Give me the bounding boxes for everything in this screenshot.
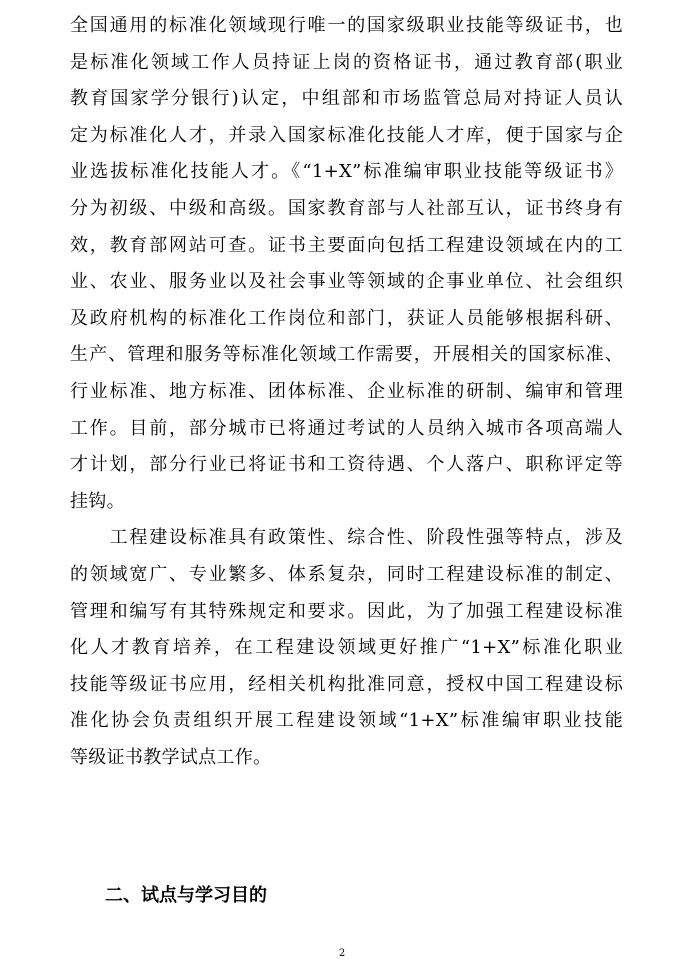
text-line: 准化协会负责组织开展工程建设领域“1+X”标准编审职业技能 [70,710,623,732]
text-line: 工作。目前，部分城市已将通过考试的人员纳入城市各项高端人 [70,417,623,439]
text-line: 工程建设标准具有政策性、综合性、阶段性强等特点，涉及 [70,527,623,549]
paragraph-1 [70,8,623,520]
text-line: 业、农业、服务业以及社会事业等领域的企事业单位、社会组织 [70,271,623,293]
text-line: 定为标准化人才，并录入国家标准化技能人才库，便于国家与企 [70,124,623,146]
text-line: 效，教育部网站可查。证书主要面向包括工程建设领域在内的工 [70,234,623,256]
text-line: 业选拔标准化技能人才。《“1+X”标准编审职业技能等级证书》 [70,161,623,183]
text-line: 的领域宽广、专业繁多、体系复杂，同时工程建设标准的制定、 [70,563,623,585]
text-line: 全国通用的标准化领域现行唯一的国家级职业技能等级证书，也 [70,15,623,36]
text-line: 生产、管理和服务等标准化领域工作需要，开展相关的国家标准、 [70,344,623,366]
text-line: 等级证书教学试点工作。 [70,746,272,768]
text-line: 及政府机构的标准化工作岗位和部门，获证人员能够根据科研、 [70,307,623,329]
text-line: 技能等级证书应用，经相关机构批准同意，授权中国工程建设标 [70,673,623,695]
section-heading: 二、试点与学习目的 [105,885,267,906]
text-line: 化人才教育培养，在工程建设领域更好推广“1+X”标准化职业 [70,637,623,659]
text-line: 行业标准、地方标准、团体标准、企业标准的研制、编审和管理 [70,380,623,402]
text-line: 教育国家学分银行)认定，中组部和市场监管总局对持证人员认 [70,88,623,110]
text-line: 分为初级、中级和高级。国家教育部与人社部互认，证书终身有 [70,197,623,219]
text-line: 管理和编写有其特殊规定和要求。因此，为了加强工程建设标准 [70,600,623,622]
text-line: 才计划，部分行业已将证书和工资待遇、个人落户、职称评定等 [70,454,623,476]
text-line: 是标准化领域工作人员持证上岗的资格证书，通过教育部(职业 [70,51,623,73]
text-line: 挂钩。 [70,490,125,512]
body-text [70,8,623,776]
page-number: 2 [338,948,346,959]
paragraph-2 [70,520,623,776]
